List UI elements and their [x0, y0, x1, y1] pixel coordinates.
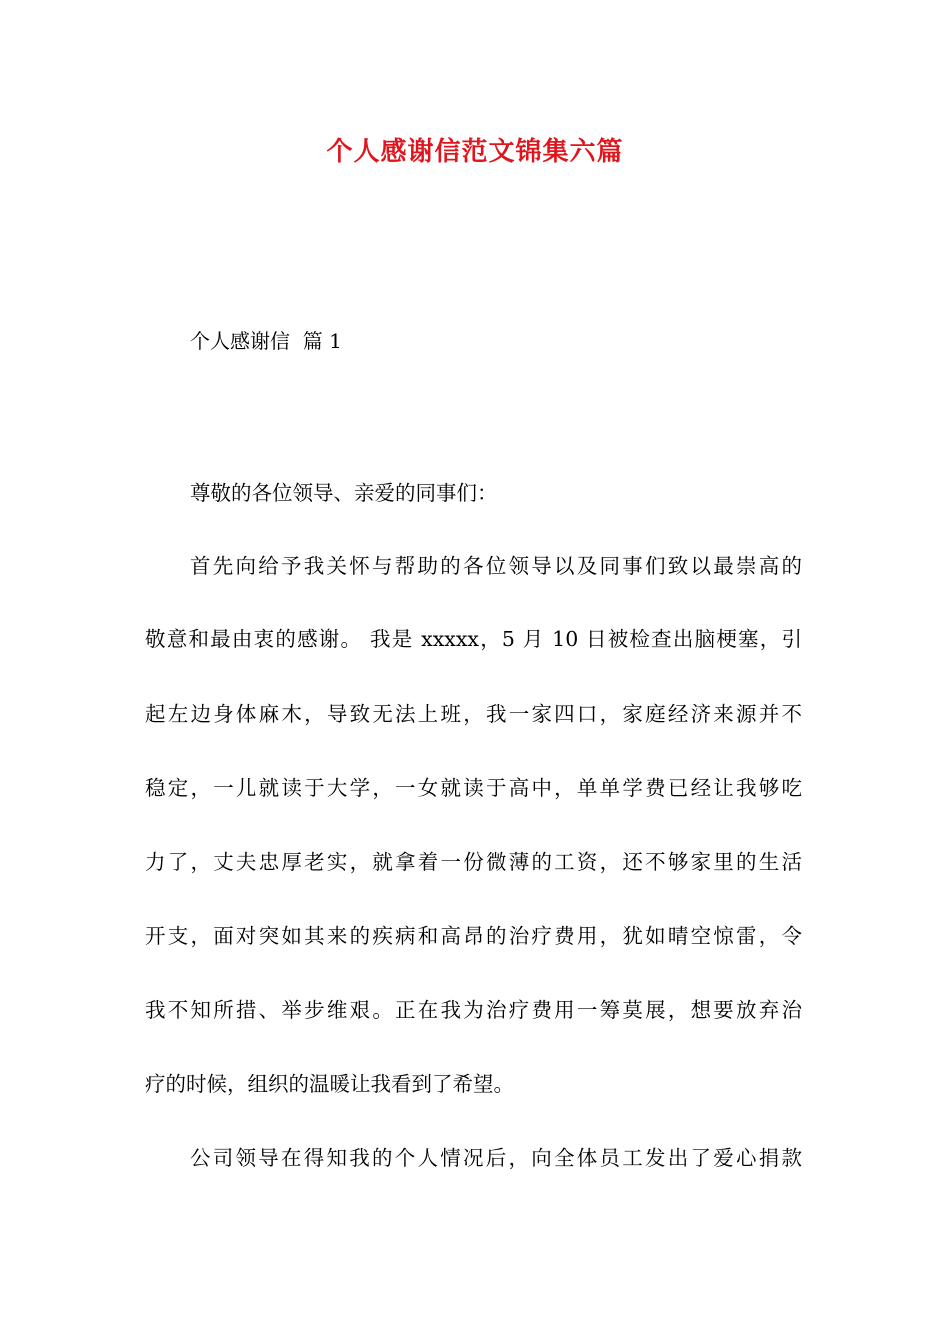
- paragraph-line: 疗的时候，组织的温暖让我看到了希望。: [145, 1072, 514, 1096]
- paragraph-line: 稳定，一儿就读于大学，一女就读于高中，单单学费已经让我够吃: [145, 776, 802, 800]
- paragraph-line: 首先向给予我关怀与帮助的各位领导以及同事们致以最崇高的: [190, 554, 802, 578]
- paragraph-line: 起左边身体麻木，导致无法上班，我一家四口，家庭经济来源并不: [145, 702, 802, 726]
- section-heading: 个人感谢信 篇 1: [190, 329, 342, 353]
- paragraph-line: 公司领导在得知我的个人情况后，向全体员工发出了爱心捐款: [190, 1146, 802, 1170]
- paragraph-line: 开支，面对突如其来的疾病和高昂的治疗费用，犹如晴空惊雷，令: [145, 924, 802, 948]
- paragraph-line: 力了，丈夫忠厚老实，就拿着一份微薄的工资，还不够家里的生活: [145, 850, 802, 874]
- salutation: 尊敬的各位领导、亲爱的同事们：: [190, 481, 498, 505]
- document-title: 个人感谢信范文锦集六篇: [326, 137, 624, 167]
- paragraph-line: 我不知所措、举步维艰。正在我为治疗费用一筹莫展，想要放弃治: [145, 998, 802, 1022]
- paragraph-line: 敬意和最由衷的感谢。 我是 xxxxx，5 月 10 日被检查出脑梗塞，引: [145, 627, 802, 651]
